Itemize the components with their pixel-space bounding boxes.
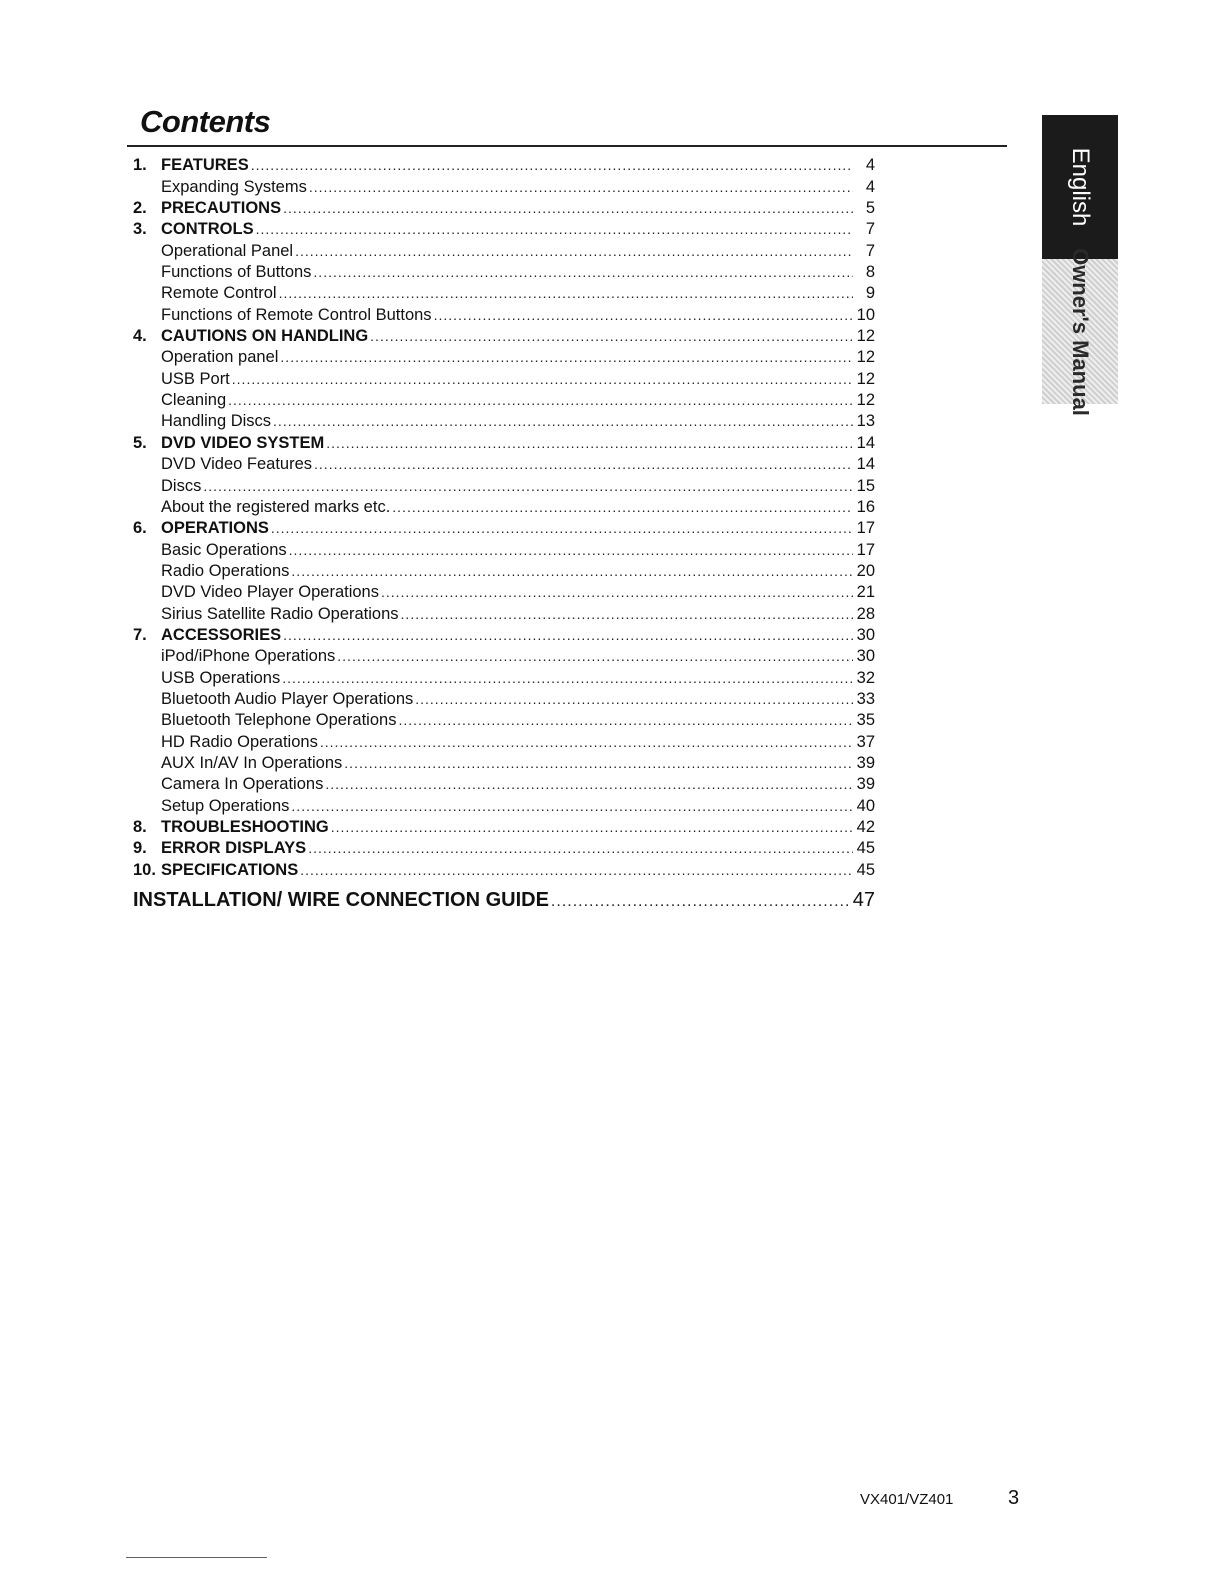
toc-entry-label: USB Operations [161,668,281,687]
toc-entry-number: 10. [133,860,156,879]
dot-leader [337,647,853,665]
toc-entry[interactable] [133,644,875,665]
toc-entry-number: 1. [133,156,147,175]
toc-entry-label: SPECIFICATIONS [161,860,299,879]
toc-entry-label: CAUTIONS ON HANDLING [161,327,369,346]
dot-leader [415,690,853,708]
toc-entry-label: DVD Video Player Operations [161,583,379,602]
dot-leader [309,178,853,196]
toc-entry-page: 14 [856,433,875,452]
toc-entry-label: Expanding Systems [161,177,307,196]
toc-entry-page: 17 [856,519,875,538]
dot-leader [283,199,853,217]
toc-entry-label: Functions of Remote Control Buttons [161,305,432,324]
toc-entry-label: INSTALLATION/ WIRE CONNECTION GUIDE [133,888,549,911]
toc-entry-page: 30 [856,625,875,644]
toc-entry-label: iPod/iPhone Operations [161,647,336,666]
toc-entry-page: 37 [856,732,875,751]
toc-entry[interactable] [133,473,875,494]
toc-entry[interactable] [133,815,875,836]
toc-entry[interactable] [133,729,875,750]
table-of-contents [133,153,875,911]
toc-entry-page: 17 [856,540,875,559]
toc-entry[interactable] [133,452,875,473]
toc-entry-number: 4. [133,327,147,346]
toc-entry-page: 14 [856,455,875,474]
toc-entry[interactable] [133,793,875,814]
toc-entry-label: Bluetooth Audio Player Operations [161,689,414,708]
dot-leader [228,391,853,409]
toc-entry-page: 39 [856,753,875,772]
toc-entry-page: 32 [856,668,875,687]
toc-entry-label: Remote Control [161,284,277,303]
dot-leader [344,754,853,772]
toc-entry-page: 35 [856,711,875,730]
dot-leader [251,156,853,174]
toc-entry[interactable] [133,751,875,772]
toc-entry-page: 12 [856,327,875,346]
toc-entry-page: 7 [865,220,875,239]
toc-entry[interactable] [133,366,875,387]
toc-entry[interactable] [133,559,875,580]
toc-entry[interactable] [133,516,875,537]
dot-leader [295,242,853,260]
toc-entry[interactable] [133,260,875,281]
dot-leader [280,348,853,366]
toc-entry[interactable] [133,772,875,793]
toc-entry[interactable] [133,153,875,174]
toc-entry-page: 12 [856,391,875,410]
toc-entry-label: Sirius Satellite Radio Operations [161,604,399,623]
page-title: Contents [140,104,271,139]
toc-entry-page: 12 [856,369,875,388]
toc-entry-label: OPERATIONS [161,519,269,538]
toc-entry[interactable] [133,238,875,259]
manual-tab [1042,247,1118,416]
toc-entry-number: 7. [133,625,147,644]
toc-entry-label: Handling Discs [161,412,272,431]
dot-leader [273,412,853,430]
toc-entry-label: About the registered marks etc. [161,497,391,516]
toc-entry[interactable] [133,302,875,323]
toc-entry[interactable] [133,345,875,366]
toc-entry-page: 47 [852,888,875,911]
dot-leader [398,711,853,729]
toc-entry[interactable] [133,881,875,911]
toc-entry-label: Camera In Operations [161,775,324,794]
toc-entry-label: Functions of Buttons [161,263,312,282]
toc-entry[interactable] [133,857,875,878]
dot-leader [434,306,853,324]
dot-leader [289,541,853,559]
dot-leader [256,220,853,238]
toc-entry[interactable] [133,537,875,558]
toc-entry[interactable] [133,623,875,644]
toc-entry-page: 8 [865,263,875,282]
dot-leader [282,669,853,687]
toc-entry-number: 2. [133,199,147,218]
toc-entry[interactable] [133,217,875,238]
dot-leader [291,562,853,580]
dot-leader [392,498,853,516]
toc-entry[interactable] [133,836,875,857]
dot-leader [279,284,853,302]
dot-leader [381,583,853,601]
toc-entry-label: Bluetooth Telephone Operations [161,711,397,730]
toc-entry-label: DVD Video Features [161,455,313,474]
toc-entry-page: 12 [856,348,875,367]
toc-entry-label: AUX In/AV In Operations [161,753,343,772]
toc-entry-page: 45 [856,860,875,879]
manual-tab-label: Owner's Manual [1068,247,1093,416]
dot-leader [291,797,853,815]
toc-entry-page: 33 [856,689,875,708]
dot-leader [308,839,853,857]
dot-leader [326,434,853,452]
toc-entry-page: 21 [856,583,875,602]
toc-entry-label: Discs [161,476,202,495]
dot-leader [401,605,853,623]
toc-entry[interactable] [133,196,875,217]
dot-leader [331,818,853,836]
dot-leader [283,626,853,644]
toc-entry-label: TROUBLESHOOTING [161,818,329,836]
dot-leader [271,519,853,537]
toc-entry-label: PRECAUTIONS [161,199,282,218]
language-tab-label: English [1067,147,1094,227]
dot-leader [325,775,853,793]
toc-entry[interactable] [133,601,875,622]
toc-entry-label: FEATURES [161,156,249,175]
dot-leader [314,455,853,473]
dot-leader [313,263,853,281]
title-rule [127,145,1007,147]
toc-entry-page: 39 [856,775,875,794]
toc-entry-number: 9. [133,839,147,858]
toc-entry-label: ERROR DISPLAYS [161,839,307,858]
toc-entry-page: 30 [856,647,875,666]
toc-entry-label: ACCESSORIES [161,625,282,644]
toc-entry-page: 42 [856,818,875,836]
footer-page-number: 3 [1008,1487,1020,1509]
toc-entry-number: 6. [133,519,147,538]
toc-entry-page: 4 [865,156,875,175]
dot-leader [203,477,853,495]
toc-entry[interactable] [133,388,875,409]
toc-entry-page: 28 [856,604,875,623]
toc-entry[interactable] [133,687,875,708]
toc-entry-label: Radio Operations [161,561,290,580]
toc-entry-page: 16 [856,497,875,516]
language-tab [1042,115,1118,259]
toc-entry-page: 45 [856,839,875,858]
toc-entry[interactable] [133,430,875,451]
toc-entry-page: 4 [865,177,875,196]
toc-entry-page: 7 [865,241,875,260]
toc-entry-page: 13 [856,412,875,431]
dot-leader [551,891,851,911]
toc-entry-label: Operation panel [161,348,279,367]
toc-entry[interactable] [133,580,875,601]
toc-entry[interactable] [133,665,875,686]
dot-leader [300,861,853,879]
toc-entry-label: USB Port [161,369,230,388]
toc-entry-page: 9 [865,284,875,303]
toc-entry-label: DVD VIDEO SYSTEM [161,433,325,452]
footer-model: VX401/VZ401 [860,1491,954,1508]
toc-entry[interactable] [133,281,875,302]
toc-entry-page: 15 [856,476,875,495]
toc-entry-number: 8. [133,818,147,836]
toc-entry-label: Setup Operations [161,796,290,815]
toc-entry[interactable] [133,324,875,345]
toc-entry-label: CONTROLS [161,220,254,239]
toc-entry-number: 5. [133,433,147,452]
bottom-rule [126,1557,267,1558]
toc-entry[interactable] [133,409,875,430]
toc-entry-page: 20 [856,561,875,580]
toc-entry-label: Operational Panel [161,241,294,260]
toc-entry-page: 10 [856,305,875,324]
toc-entry[interactable] [133,174,875,195]
toc-entry[interactable] [133,708,875,729]
toc-entry-number: 3. [133,220,147,239]
dot-leader [232,370,853,388]
toc-entry-label: Basic Operations [161,540,287,559]
toc-entry-page: 40 [856,796,875,815]
toc-entry-page: 5 [865,199,875,218]
dot-leader [370,327,853,345]
toc-entry[interactable] [133,495,875,516]
toc-entry-label: HD Radio Operations [161,732,318,751]
toc-entry-label: Cleaning [161,391,227,410]
dot-leader [320,733,853,751]
